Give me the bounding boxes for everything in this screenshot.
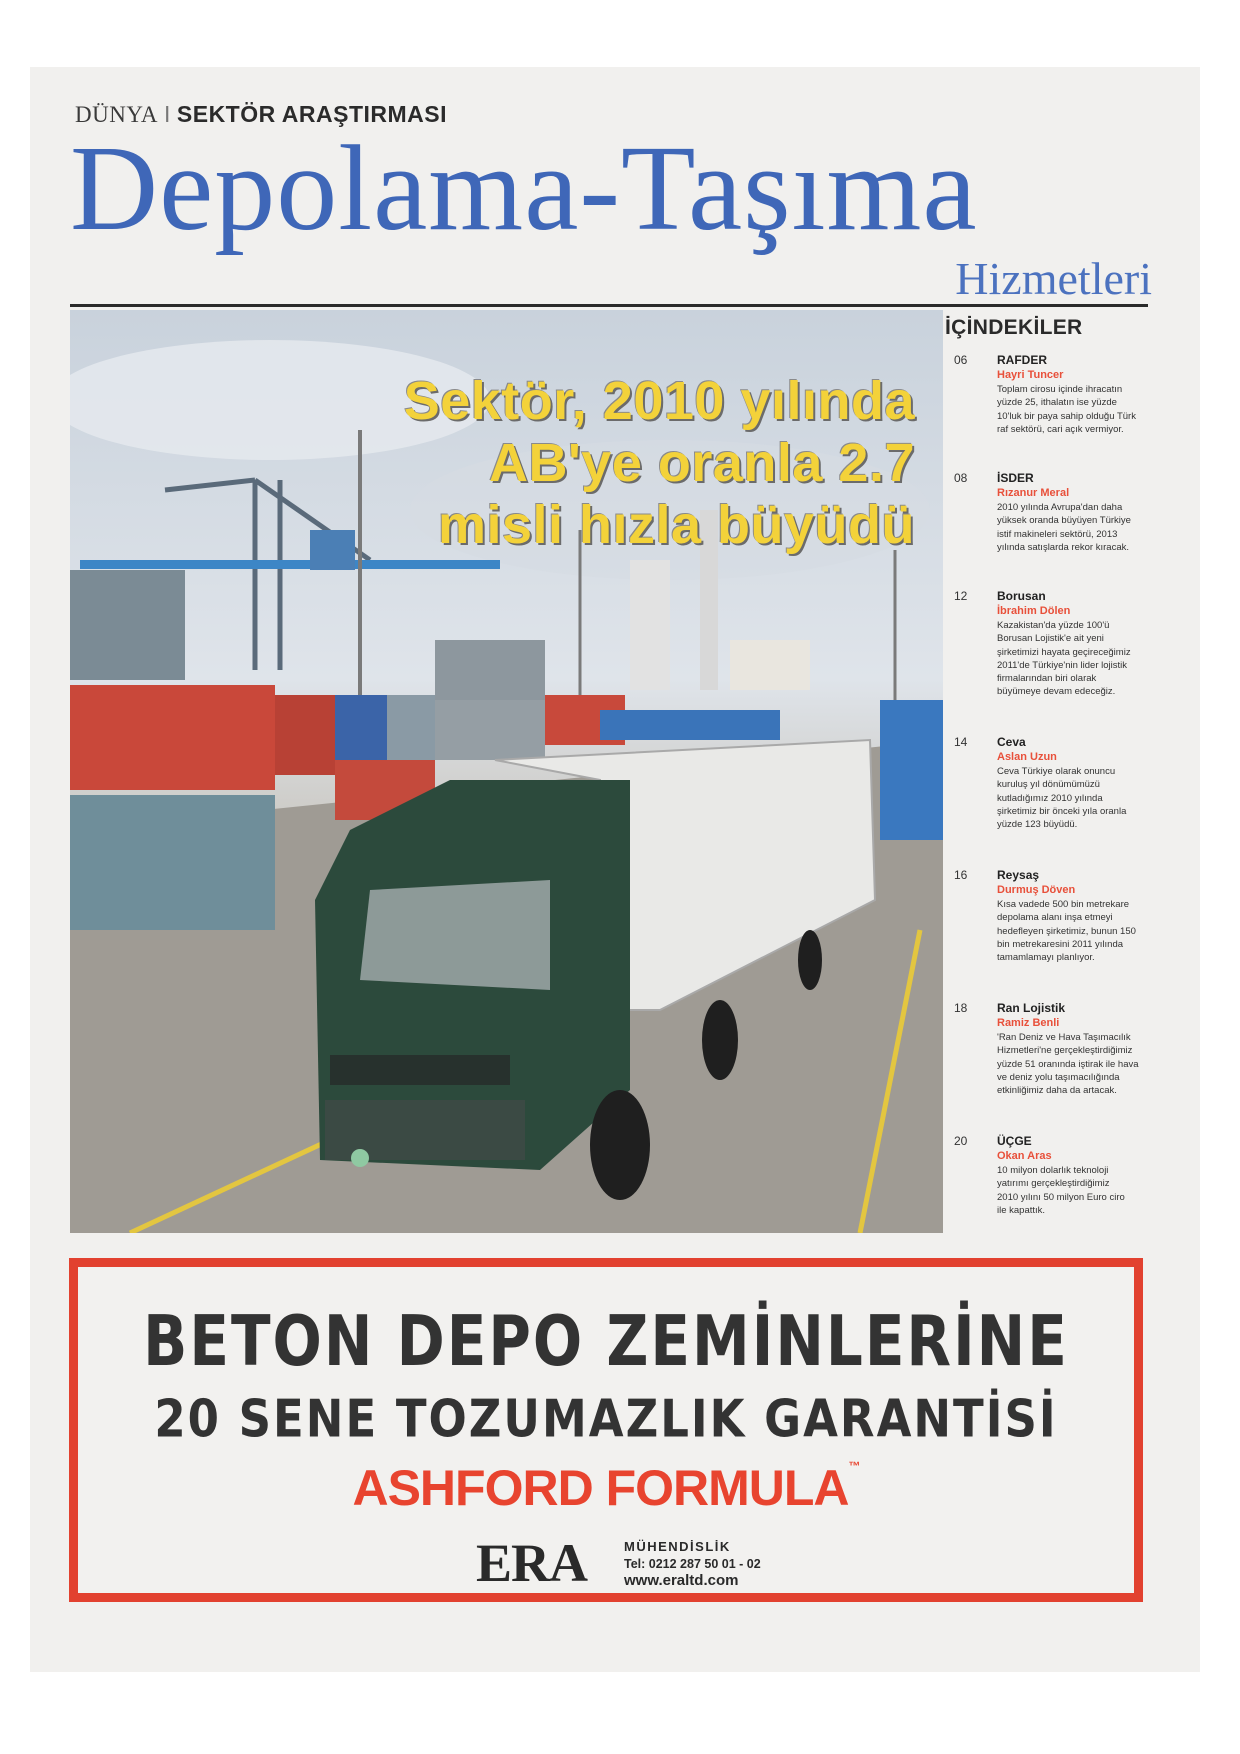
toc-company: İSDER <box>997 471 1034 485</box>
section-kicker: DÜNYA <box>75 102 158 127</box>
toc-company: Borusan <box>997 589 1046 603</box>
hero-headline-line: Sektör, 2010 yılında <box>403 371 915 431</box>
toc-company: Ceva <box>997 735 1026 749</box>
era-logo: ERA <box>476 1533 588 1593</box>
toc-page-number: 14 <box>954 735 968 749</box>
ad-brand-name: ASHFORD FORMULA <box>352 1460 849 1516</box>
section-separator: I <box>164 101 171 127</box>
hero-headline-line: AB'ye oranla 2.7 <box>488 433 915 493</box>
toc-description-line: 2010 yılında Avrupa'dan daha <box>997 502 1123 513</box>
toc-description <box>997 1031 1143 1097</box>
toc-description-line: 2011'de Türkiye'nin lider lojistik <box>997 659 1128 671</box>
toc-description-line: Borusan Lojistik'e ait yeni <box>997 633 1104 645</box>
ad-subheadline: 20 SENE TOZUMAZLIK GARANTİSİ <box>154 1388 1058 1449</box>
ad-contact-block <box>624 1539 761 1589</box>
section-topic: SEKTÖR ARAŞTIRMASI <box>176 101 447 127</box>
toc-description <box>997 898 1143 964</box>
toc-person: Durmuş Döven <box>997 884 1076 896</box>
header-rule <box>70 304 1148 307</box>
toc-description <box>997 619 1143 699</box>
toc-description-line: yüzde 51 oranında iştirak ile hava <box>997 1058 1139 1070</box>
toc-description-line: depolama alanı inşa etmeyi <box>997 912 1113 924</box>
toc-company: RAFDER <box>997 353 1047 367</box>
toc-description-line: Kısa vadede 500 bin metrekare <box>997 899 1130 910</box>
ad-headline: BETON DEPO ZEMİNLERİNE <box>143 1300 1069 1382</box>
hero-headline-line: misli hızla büyüdü <box>437 495 915 555</box>
toc-description-line: Kazakistan'da yüzde 100'ü <box>997 620 1110 631</box>
toc-description-line: yatırımı gerçekleştirdiğimiz <box>997 1178 1110 1190</box>
toc-person: Aslan Uzun <box>997 751 1057 763</box>
toc-description-line: firmalarından biri olarak <box>997 673 1097 685</box>
toc-description-line: Ceva Türkiye olarak onuncu <box>997 766 1116 777</box>
toc-person: Ramiz Benli <box>997 1017 1060 1029</box>
masthead-title: Depolama-Taşıma <box>70 121 978 256</box>
toc-description-line: kuruluş yıl dönümümüzü <box>997 779 1100 791</box>
toc-person: Hayri Tuncer <box>997 369 1064 381</box>
toc-description-line: ve deniz yolu taşımacılığında <box>997 1071 1120 1083</box>
toc-person: Okan Aras <box>997 1150 1052 1162</box>
toc-page-number: 12 <box>954 589 968 603</box>
toc-page-number: 16 <box>954 868 968 882</box>
toc-description-line: 10 milyon dolarlık teknoloji <box>997 1165 1109 1176</box>
advertisement-box <box>69 1258 1143 1602</box>
toc-description-line: kutladığımız 2010 yılında <box>997 792 1103 804</box>
toc-description-line: hedefleyen şirketimiz, bunun 150 <box>997 925 1136 937</box>
toc-description-line: etkinliğimiz daha da artacak. <box>997 1085 1117 1097</box>
toc-heading: İÇİNDEKİLER <box>945 316 1083 339</box>
toc-description-line: yüzde 25, ithalatın ise yüzde <box>997 397 1117 409</box>
ad-website: www.eraltd.com <box>624 1572 739 1589</box>
toc-description-line: raf sektörü, cari açık vermiyor. <box>997 423 1124 435</box>
toc-page-number: 20 <box>954 1134 968 1148</box>
toc-description-line: Toplam cirosu içinde ihracatın <box>997 384 1123 395</box>
toc-person: İbrahim Dölen <box>997 605 1071 617</box>
toc-description-line: şirketimizi hayata geçireceğimiz <box>997 646 1131 658</box>
ad-phone: Tel: 0212 287 50 01 - 02 <box>624 1557 761 1571</box>
toc-description <box>997 765 1143 831</box>
toc-description-line: 'Ran Deniz ve Hava Taşımacılık <box>997 1032 1131 1043</box>
toc-description-line: şirketimiz bir önceki yıla oranla <box>997 805 1127 817</box>
toc-description-line: yüzde 123 büyüdü. <box>997 819 1078 831</box>
toc-page-number: 06 <box>954 353 968 367</box>
toc-description <box>997 383 1143 436</box>
trademark-mark: ™ <box>848 1459 860 1473</box>
ad-company-name: MÜHENDİSLİK <box>624 1539 731 1554</box>
toc-description-line: yüksek oranda büyüyen Türkiye <box>997 515 1131 527</box>
toc-page-number: 08 <box>954 471 968 485</box>
hero-headline <box>404 370 915 556</box>
toc-description-line: istif makineleri sektörü, 2013 <box>997 528 1118 540</box>
toc-description-line: büyümeye devam edeceğiz. <box>997 686 1116 698</box>
toc-description-line: Hizmetleri'ne gerçekleştirdiğimiz <box>997 1045 1133 1057</box>
toc-description <box>997 501 1143 554</box>
masthead-subtitle: Hizmetleri <box>955 253 1152 304</box>
toc-description-line: yılında satışlarda rekor kıracak. <box>997 541 1129 553</box>
toc-description-line: ile kapattık. <box>997 1204 1046 1216</box>
toc-person: Rızanur Meral <box>997 487 1070 499</box>
toc-description <box>997 1164 1143 1217</box>
toc-description-line: bin metrekaresini 2011 yılında <box>997 938 1124 950</box>
ad-brand-logo <box>78 1459 1134 1517</box>
toc-company: ÜÇGE <box>997 1134 1032 1148</box>
toc-company: Ran Lojistik <box>997 1001 1066 1015</box>
toc-description-line: 2010 yılını 50 milyon Euro ciro <box>997 1191 1125 1203</box>
toc-page-number: 18 <box>954 1001 968 1015</box>
toc-company: Reysaş <box>997 868 1040 882</box>
toc-description-line: tamamlamayı planlıyor. <box>997 952 1095 964</box>
hero-photo <box>70 310 943 1233</box>
toc-description-line: 10'luk bir paya sahip olduğu Türk <box>997 410 1136 422</box>
